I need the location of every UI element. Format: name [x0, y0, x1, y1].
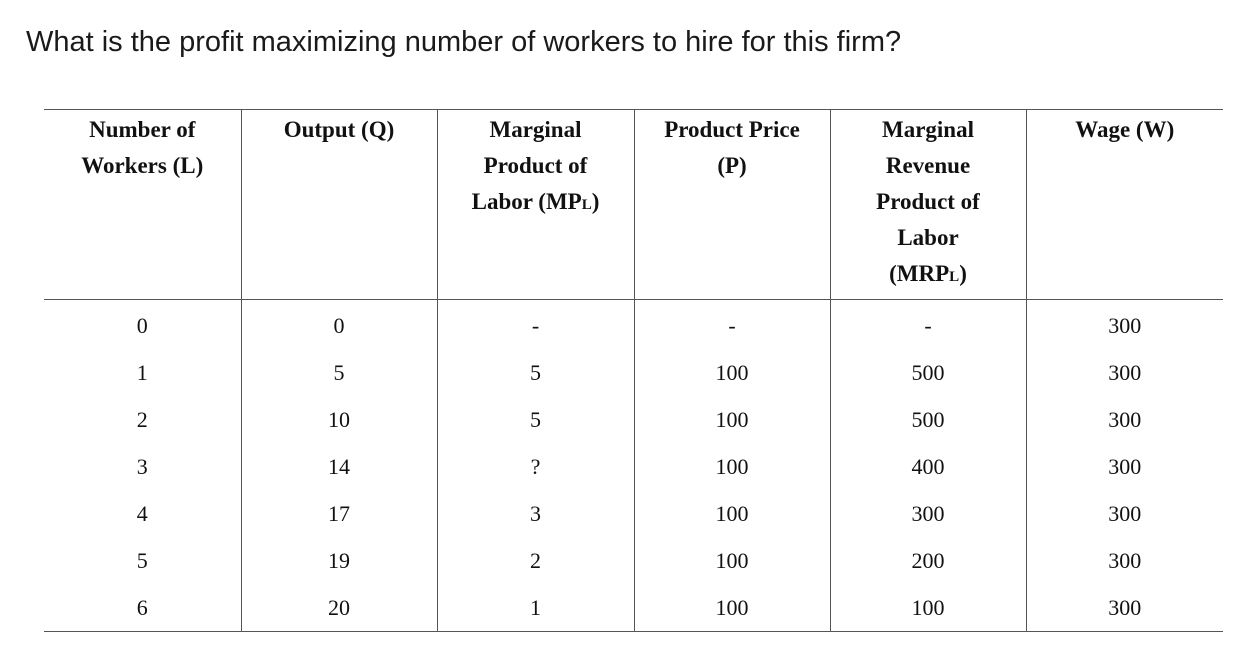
table-row — [44, 349, 1223, 396]
cell-price: 100 — [634, 396, 830, 443]
cell-output: 17 — [241, 490, 437, 537]
table-row — [44, 443, 1223, 490]
question-text: What is the profit maximizing number of workers to hire for this firm? — [26, 26, 902, 58]
header-workers: Number of Workers (L) — [81, 117, 204, 178]
cell-mrpl: - — [830, 300, 1026, 350]
header-mrp: Marginal Revenue Product of Labor (MRPL) — [830, 110, 1026, 300]
table-row — [44, 490, 1223, 537]
cell-mpl: 2 — [437, 537, 634, 584]
cell-wage: 300 — [1026, 443, 1223, 490]
cell-mpl: - — [437, 300, 634, 350]
header-wage: Wage (W) — [1026, 110, 1223, 300]
header-marginal-product: Marginal Product of Labor (MPL) — [437, 110, 634, 300]
labor-data-table — [44, 109, 1223, 632]
table-header-row — [44, 110, 1223, 300]
cell-workers: 4 — [136, 500, 148, 526]
cell-wage: 300 — [1026, 537, 1223, 584]
cell-mrpl: 300 — [830, 490, 1026, 537]
cell-price: 100 — [634, 349, 830, 396]
cell-wage: 300 — [1026, 584, 1223, 632]
table-row — [44, 300, 1223, 350]
cell-workers: 2 — [136, 406, 148, 432]
cell-mrpl: 500 — [830, 349, 1026, 396]
cell-output: 10 — [241, 396, 437, 443]
cell-price: 100 — [634, 490, 830, 537]
table-row — [44, 584, 1223, 632]
cell-mpl: 5 — [437, 396, 634, 443]
cell-workers: 0 — [136, 312, 148, 338]
cell-output: 14 — [241, 443, 437, 490]
cell-mpl: ? — [437, 443, 634, 490]
cell-output: 0 — [241, 300, 437, 350]
cell-mrpl: 500 — [830, 396, 1026, 443]
cell-output: 5 — [241, 349, 437, 396]
cell-wage: 300 — [1026, 300, 1223, 350]
cell-mrpl: 200 — [830, 537, 1026, 584]
table-row — [44, 396, 1223, 443]
cell-price: 100 — [634, 443, 830, 490]
cell-workers: 5 — [136, 547, 148, 573]
cell-wage: 300 — [1026, 349, 1223, 396]
cell-price: 100 — [634, 584, 830, 632]
cell-wage: 300 — [1026, 490, 1223, 537]
cell-mpl: 3 — [437, 490, 634, 537]
cell-price: 100 — [634, 537, 830, 584]
cell-output: 19 — [241, 537, 437, 584]
data-table-container — [44, 109, 1223, 632]
cell-workers: 3 — [136, 453, 148, 479]
header-product-price: Product Price (P) — [634, 110, 830, 300]
cell-output: 20 — [241, 584, 437, 632]
cell-price: - — [634, 300, 830, 350]
cell-workers: 1 — [136, 359, 148, 385]
cell-mrpl: 400 — [830, 443, 1026, 490]
cell-mrpl: 100 — [830, 584, 1026, 632]
cell-mpl: 5 — [437, 349, 634, 396]
header-output: Output (Q) — [241, 110, 437, 300]
cell-wage: 300 — [1026, 396, 1223, 443]
cell-workers: 6 — [136, 594, 148, 620]
table-row — [44, 537, 1223, 584]
cell-mpl: 1 — [437, 584, 634, 632]
